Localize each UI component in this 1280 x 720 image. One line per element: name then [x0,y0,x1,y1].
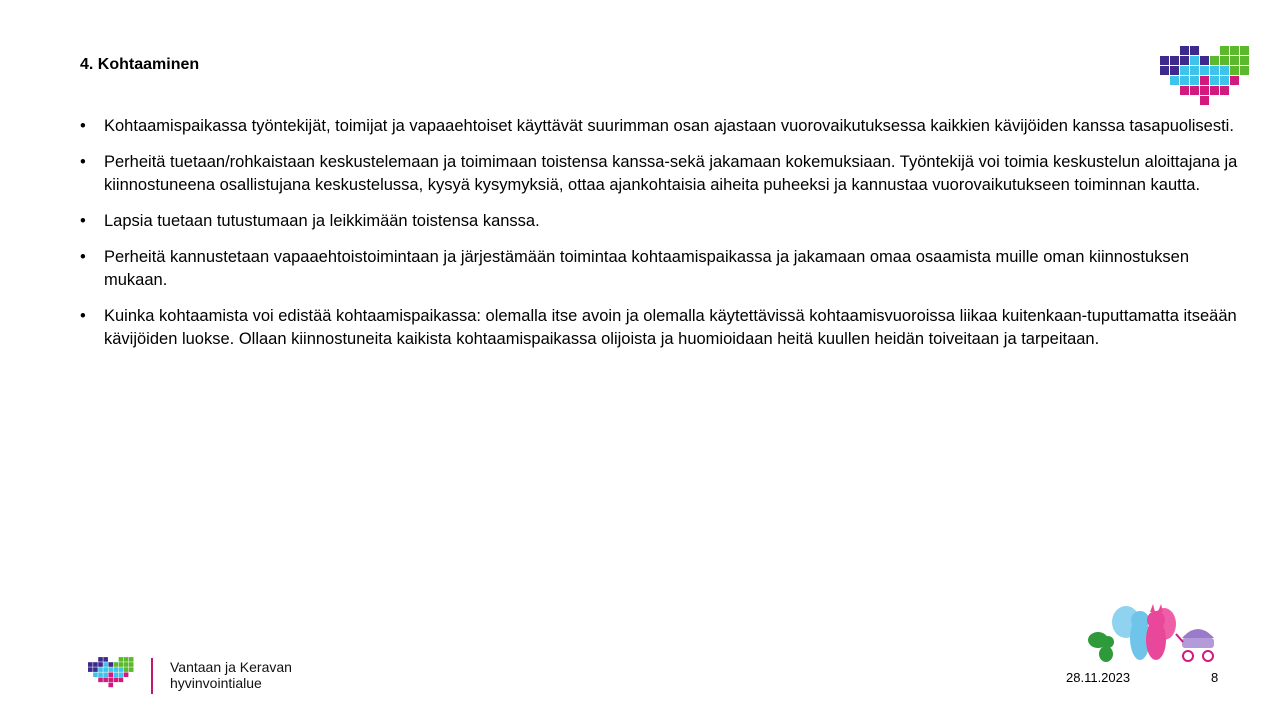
heart-pixel-logo-icon [1160,44,1250,127]
bullet-text: Perheitä tuetaan/rohkaistaan keskustelemaan ja toimimaan toistensa kanssa-sekä jakamaan kokemuksiaan. Työntekijä voi toimia keskustelun aloittajana ja kiinnostuneena osallistujana keskustelussa, kysyä kysymyksiä, ottaa ajankohtaisia aiheita puheeksi ja kannustaa vuorovaikutukseen toiminnan kautta. [104,153,1238,194]
logo-pixel [124,662,129,667]
logo-pixel [1190,56,1199,65]
logo-pixel [1190,86,1199,95]
bullet-item [80,115,1240,138]
organization-name-line1: Vantaan ja Keravan [170,659,292,675]
logo-pixel [98,657,103,662]
logo-pixel [119,672,124,677]
logo-pixel [1230,76,1239,85]
logo-pixel [124,667,129,672]
logo-pixel [1220,76,1229,85]
bullet-text: Kuinka kohtaamista voi edistää kohtaamispaikassa: olemalla itse avoin ja olemalla käytettävissä kohtaamisvuoroissa liikaa kuitenkaan-tuputtamatta itseään kävijöiden luokse. Ollaan kiinnostuneita kaikista kohtaamispaikassa olijoista ja huomioidaan heitä kuullen heidän toiveitaan ja tarpeitaan. [104,307,1237,348]
logo-pixel [103,657,108,662]
logo-pixel [108,678,113,683]
logo-pixel [1160,66,1169,75]
logo-pixel [114,672,119,677]
bullet-dot: • [80,307,86,325]
logo-pixel [124,672,129,677]
logo-pixel [88,662,93,667]
logo-pixel [1210,86,1219,95]
logo-pixel [1180,56,1189,65]
logo-pixel [1200,76,1209,85]
bullet-text: Kohtaamispaikassa työntekijät, toimijat ja vapaaehtoiset käyttävät suurimman osan ajastaan vuorovaikutuksessa kaikkien kävijöiden kanssa tasapuolisesti. [104,117,1234,135]
bullet-list [80,115,1240,364]
logo-pixel [1220,56,1229,65]
logo-pixel [1190,66,1199,75]
logo-pixel [108,667,113,672]
logo-pixel [1180,46,1189,55]
logo-pixel [98,667,103,672]
logo-pixel [98,662,103,667]
logo-pixel [1200,86,1209,95]
logo-pixel [1220,86,1229,95]
logo-pixel [88,667,93,672]
bullet-dot: • [80,248,86,266]
logo-pixel [1220,46,1229,55]
logo-pixel [103,662,108,667]
bullet-text: Lapsia tuetaan tutustumaan ja leikkimään toistensa kanssa. [104,212,540,230]
logo-pixel [1180,86,1189,95]
bullet-dot: • [80,117,86,135]
logo-pixel [1230,46,1239,55]
logo-pixel [98,678,103,683]
logo-pixel [119,667,124,672]
logo-pixel [1210,56,1219,65]
bullet-dot: • [80,212,86,230]
logo-pixel [114,662,119,667]
logo-pixel [1230,56,1239,65]
logo-pixel [1210,76,1219,85]
logo-pixel [124,657,129,662]
logo-pixel [1170,76,1179,85]
logo-pixel [1170,56,1179,65]
logo-pixel [1240,56,1249,65]
logo-pixel [108,683,113,688]
logo-pixel [129,667,134,672]
logo-pixel [1200,66,1209,75]
logo-pixel [1180,66,1189,75]
logo-pixel [1170,66,1179,75]
logo-pixel [103,667,108,672]
logo-pixel [1190,76,1199,85]
logo-pixel [103,672,108,677]
slide-number: 8 [1211,670,1219,685]
logo-pixel [129,662,134,667]
bullet-item [80,210,1240,233]
logo-pixel [129,657,134,662]
footer-heart-logo-icon [88,656,134,701]
logo-pixel [108,672,113,677]
footer-divider [151,658,153,694]
squirrel-family-mascot-icon [1084,598,1224,669]
organization-name-line2: hyvinvointialue [170,675,262,691]
logo-pixel [103,678,108,683]
logo-pixel [119,662,124,667]
logo-pixel [1180,76,1189,85]
logo-pixel [1220,66,1229,75]
logo-pixel [93,672,98,677]
bullet-dot: • [80,153,86,171]
logo-pixel [1240,66,1249,75]
logo-pixel [1230,66,1239,75]
logo-pixel [119,678,124,683]
logo-pixel [1210,66,1219,75]
logo-pixel [98,672,103,677]
logo-pixel [119,657,124,662]
logo-pixel [93,662,98,667]
logo-pixel [1160,56,1169,65]
bullet-item [80,246,1240,292]
logo-pixel [108,662,113,667]
logo-pixel [93,667,98,672]
slide-date: 28.11.2023 [1066,670,1131,685]
organization-name [170,659,292,691]
logo-pixel [114,678,119,683]
logo-pixel [1190,46,1199,55]
slide-title: 4. Kohtaaminen [80,56,200,73]
bullet-text: Perheitä kannustetaan vapaaehtoistoimintaan ja järjestämään toimintaa kohtaamispaikassa ja jakamaan omaa osaamista muille oman kiinnostuksen mukaan. [104,248,1190,289]
bullet-item [80,305,1240,351]
logo-pixel [114,667,119,672]
logo-pixel [1200,56,1209,65]
logo-pixel [1200,96,1209,105]
bullet-item [80,151,1240,197]
logo-pixel [1240,46,1249,55]
